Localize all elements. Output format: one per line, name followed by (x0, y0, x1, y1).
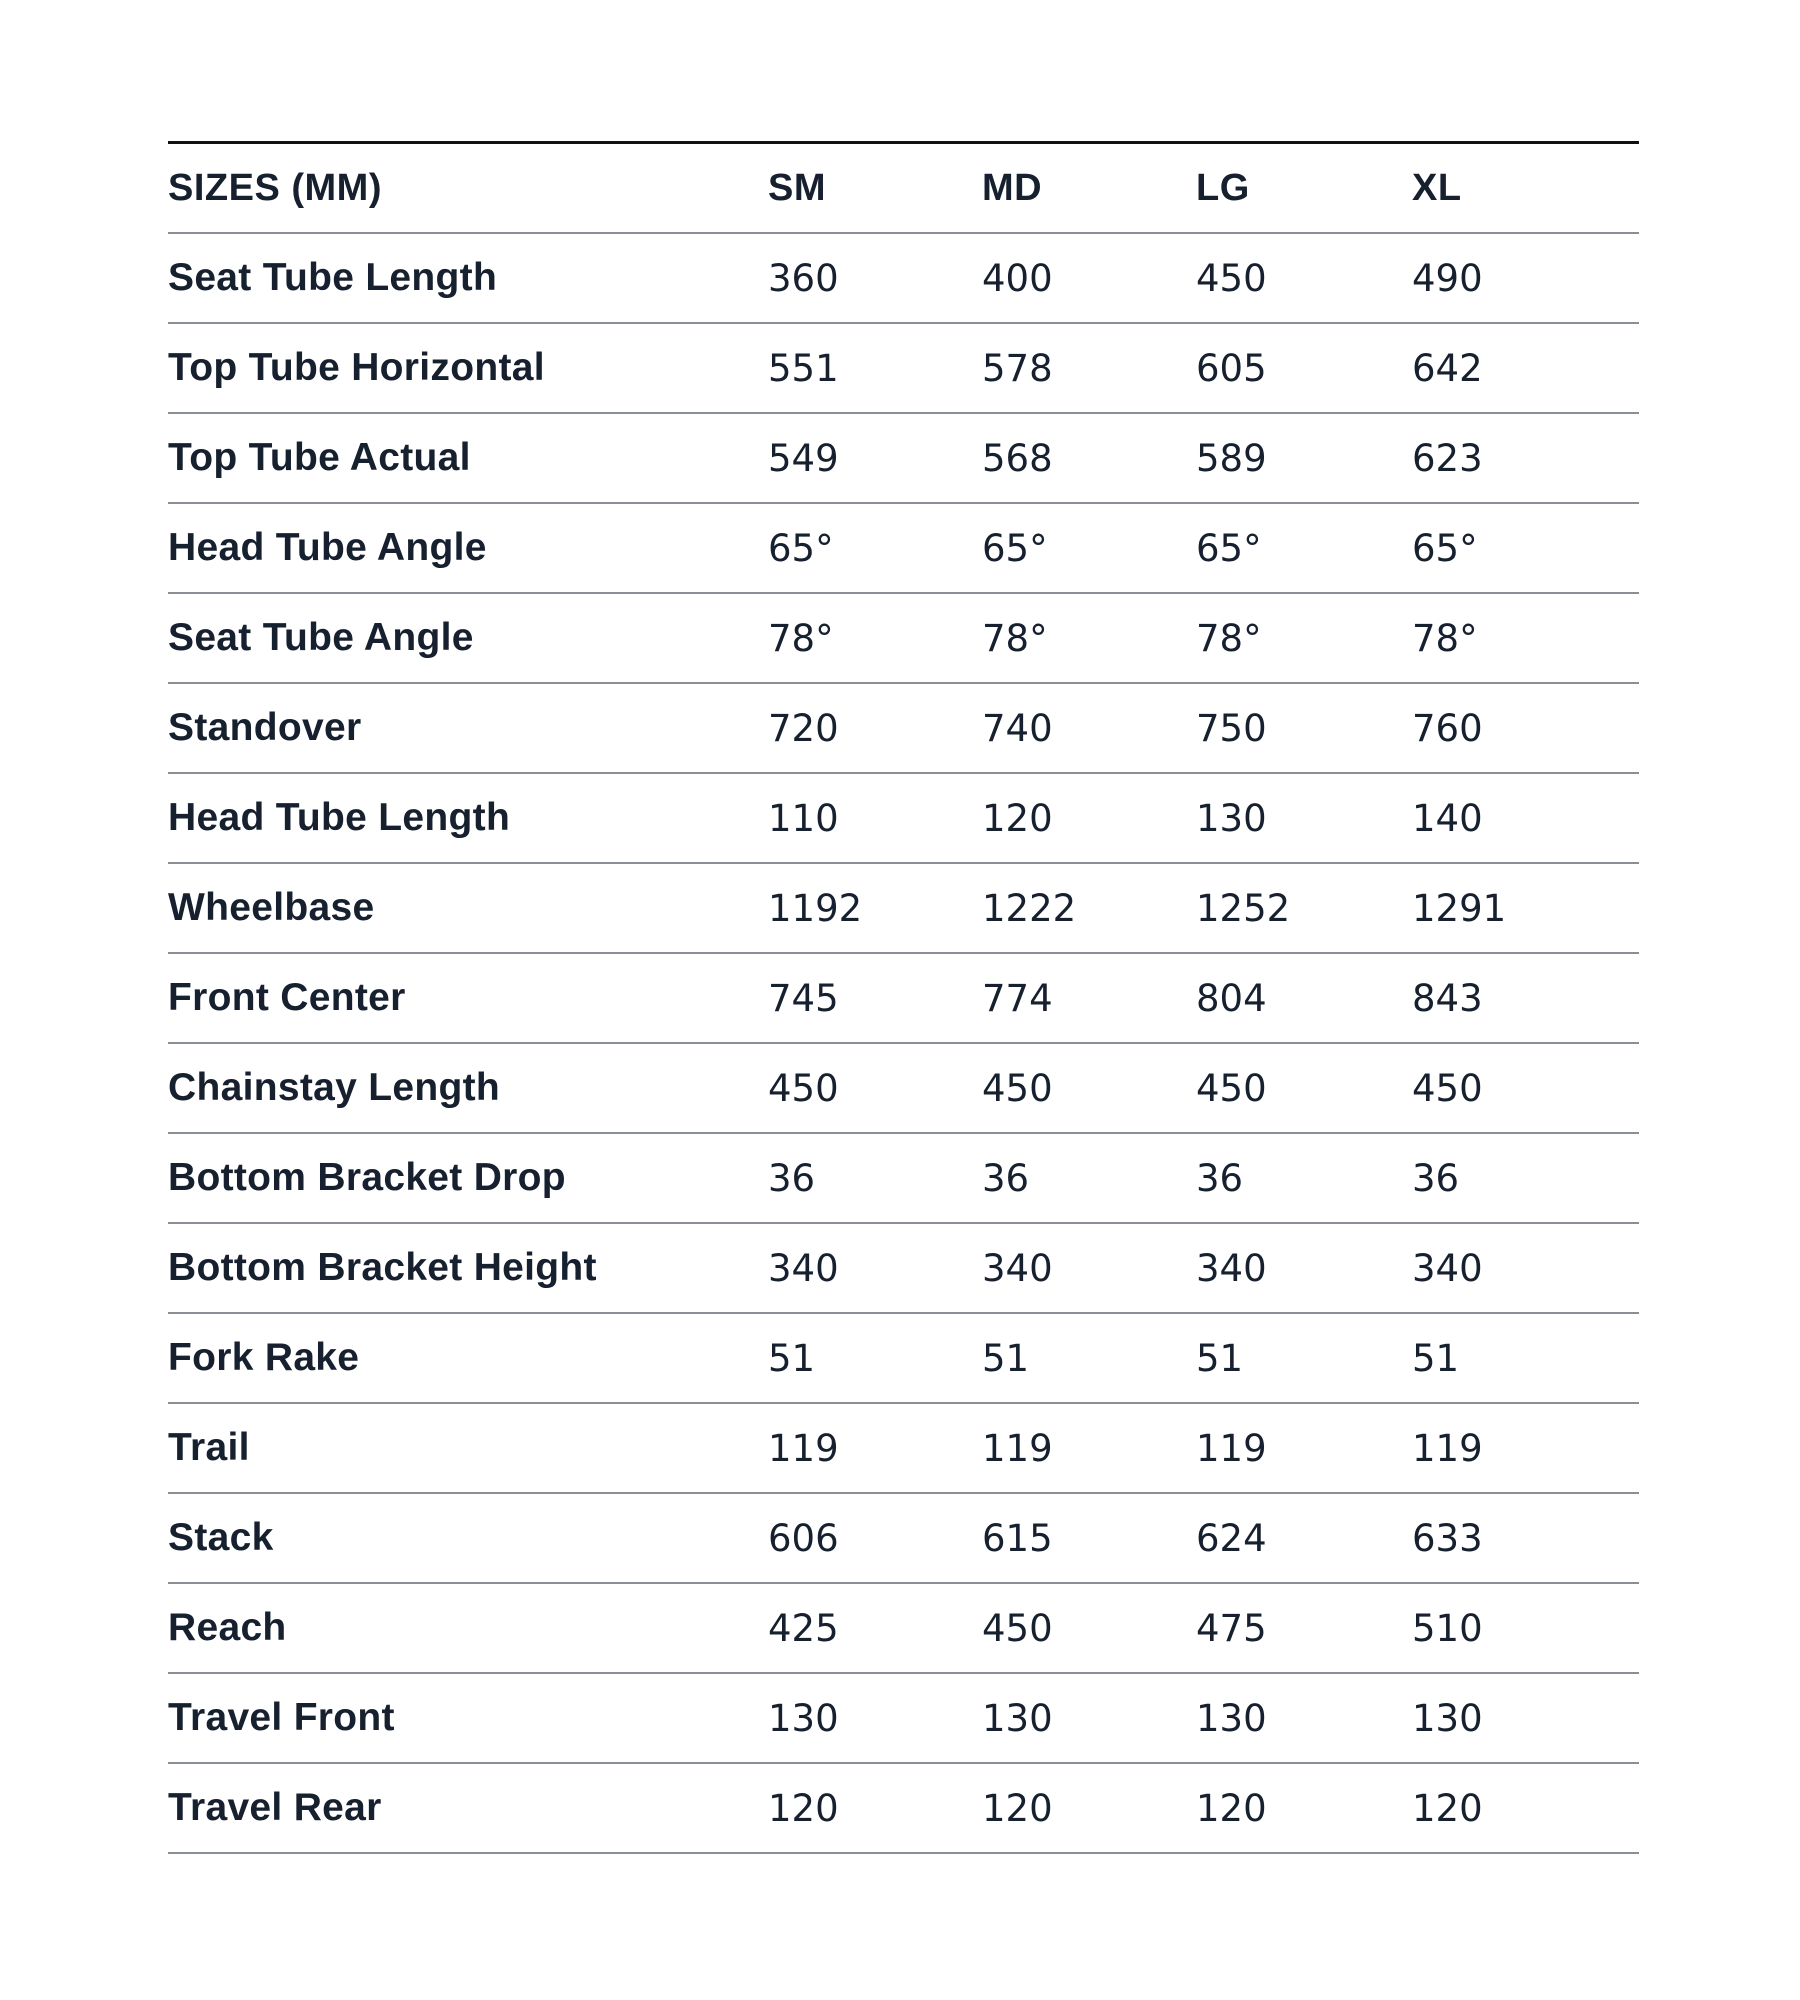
value-cell-sm: 1192 (768, 863, 982, 953)
table-row (168, 773, 1639, 863)
row-label: Standover (168, 683, 768, 773)
value-cell-lg: 589 (1196, 413, 1412, 503)
row-label: Travel Rear (168, 1763, 768, 1853)
value-cell-xl: 51 (1412, 1313, 1639, 1403)
value-cell-sm: 606 (768, 1493, 982, 1583)
header-sizes-label: SIZES (MM) (168, 143, 768, 234)
value-cell-sm: 745 (768, 953, 982, 1043)
row-label: Chainstay Length (168, 1043, 768, 1133)
value-cell-xl: 1291 (1412, 863, 1639, 953)
header-size-lg: LG (1196, 143, 1412, 234)
value-cell-sm: 119 (768, 1403, 982, 1493)
value-cell-sm: 36 (768, 1133, 982, 1223)
value-cell-lg: 130 (1196, 773, 1412, 863)
table-row (168, 1403, 1639, 1493)
value-cell-xl: 65° (1412, 503, 1639, 593)
table-row (168, 1673, 1639, 1763)
row-label: Front Center (168, 953, 768, 1043)
value-cell-sm: 130 (768, 1673, 982, 1763)
value-cell-sm: 78° (768, 593, 982, 683)
row-label: Bottom Bracket Drop (168, 1133, 768, 1223)
value-cell-xl: 633 (1412, 1493, 1639, 1583)
value-cell-xl: 843 (1412, 953, 1639, 1043)
value-cell-sm: 551 (768, 323, 982, 413)
value-cell-sm: 110 (768, 773, 982, 863)
value-cell-lg: 624 (1196, 1493, 1412, 1583)
value-cell-xl: 642 (1412, 323, 1639, 413)
row-label: Head Tube Length (168, 773, 768, 863)
row-label: Seat Tube Length (168, 233, 768, 323)
row-label: Stack (168, 1493, 768, 1583)
table-header (168, 143, 1639, 234)
value-cell-md: 450 (982, 1043, 1196, 1133)
value-cell-lg: 130 (1196, 1673, 1412, 1763)
value-cell-lg: 750 (1196, 683, 1412, 773)
value-cell-xl: 490 (1412, 233, 1639, 323)
value-cell-xl: 340 (1412, 1223, 1639, 1313)
table-row (168, 233, 1639, 323)
header-size-sm: SM (768, 143, 982, 234)
table-row (168, 953, 1639, 1043)
row-label: Fork Rake (168, 1313, 768, 1403)
value-cell-sm: 65° (768, 503, 982, 593)
value-cell-sm: 425 (768, 1583, 982, 1673)
value-cell-xl: 760 (1412, 683, 1639, 773)
value-cell-md: 450 (982, 1583, 1196, 1673)
table-row (168, 1313, 1639, 1403)
value-cell-sm: 340 (768, 1223, 982, 1313)
table-row (168, 1493, 1639, 1583)
value-cell-md: 578 (982, 323, 1196, 413)
table-row (168, 863, 1639, 953)
table-row (168, 1133, 1639, 1223)
row-label: Travel Front (168, 1673, 768, 1763)
value-cell-md: 568 (982, 413, 1196, 503)
table-body (168, 233, 1639, 1853)
value-cell-md: 400 (982, 233, 1196, 323)
table-row (168, 1763, 1639, 1853)
value-cell-md: 774 (982, 953, 1196, 1043)
value-cell-md: 120 (982, 1763, 1196, 1853)
row-label: Top Tube Actual (168, 413, 768, 503)
value-cell-md: 51 (982, 1313, 1196, 1403)
value-cell-lg: 36 (1196, 1133, 1412, 1223)
value-cell-sm: 51 (768, 1313, 982, 1403)
row-label: Head Tube Angle (168, 503, 768, 593)
value-cell-md: 130 (982, 1673, 1196, 1763)
header-size-md: MD (982, 143, 1196, 234)
header-size-xl: XL (1412, 143, 1639, 234)
value-cell-sm: 120 (768, 1763, 982, 1853)
value-cell-md: 119 (982, 1403, 1196, 1493)
value-cell-lg: 119 (1196, 1403, 1412, 1493)
table-row (168, 323, 1639, 413)
table-row (168, 1223, 1639, 1313)
header-row (168, 143, 1639, 234)
value-cell-xl: 120 (1412, 1763, 1639, 1853)
value-cell-lg: 51 (1196, 1313, 1412, 1403)
value-cell-md: 120 (982, 773, 1196, 863)
value-cell-lg: 804 (1196, 953, 1412, 1043)
value-cell-md: 615 (982, 1493, 1196, 1583)
row-label: Reach (168, 1583, 768, 1673)
value-cell-sm: 549 (768, 413, 982, 503)
value-cell-xl: 78° (1412, 593, 1639, 683)
value-cell-xl: 36 (1412, 1133, 1639, 1223)
value-cell-lg: 120 (1196, 1763, 1412, 1853)
value-cell-md: 340 (982, 1223, 1196, 1313)
value-cell-lg: 605 (1196, 323, 1412, 413)
value-cell-lg: 450 (1196, 233, 1412, 323)
geometry-table (168, 141, 1639, 1854)
value-cell-lg: 65° (1196, 503, 1412, 593)
value-cell-xl: 119 (1412, 1403, 1639, 1493)
value-cell-md: 740 (982, 683, 1196, 773)
value-cell-sm: 360 (768, 233, 982, 323)
value-cell-xl: 130 (1412, 1673, 1639, 1763)
value-cell-lg: 1252 (1196, 863, 1412, 953)
value-cell-lg: 78° (1196, 593, 1412, 683)
table-row (168, 413, 1639, 503)
table-row (168, 593, 1639, 683)
value-cell-xl: 623 (1412, 413, 1639, 503)
table-row (168, 1583, 1639, 1673)
table-row (168, 1043, 1639, 1133)
row-label: Wheelbase (168, 863, 768, 953)
value-cell-md: 1222 (982, 863, 1196, 953)
value-cell-sm: 450 (768, 1043, 982, 1133)
table-row (168, 683, 1639, 773)
value-cell-md: 78° (982, 593, 1196, 683)
row-label: Bottom Bracket Height (168, 1223, 768, 1313)
value-cell-lg: 340 (1196, 1223, 1412, 1313)
row-label: Trail (168, 1403, 768, 1493)
value-cell-sm: 720 (768, 683, 982, 773)
value-cell-md: 65° (982, 503, 1196, 593)
value-cell-xl: 140 (1412, 773, 1639, 863)
row-label: Top Tube Horizontal (168, 323, 768, 413)
table-row (168, 503, 1639, 593)
value-cell-xl: 510 (1412, 1583, 1639, 1673)
value-cell-lg: 450 (1196, 1043, 1412, 1133)
row-label: Seat Tube Angle (168, 593, 768, 683)
value-cell-md: 36 (982, 1133, 1196, 1223)
value-cell-lg: 475 (1196, 1583, 1412, 1673)
value-cell-xl: 450 (1412, 1043, 1639, 1133)
